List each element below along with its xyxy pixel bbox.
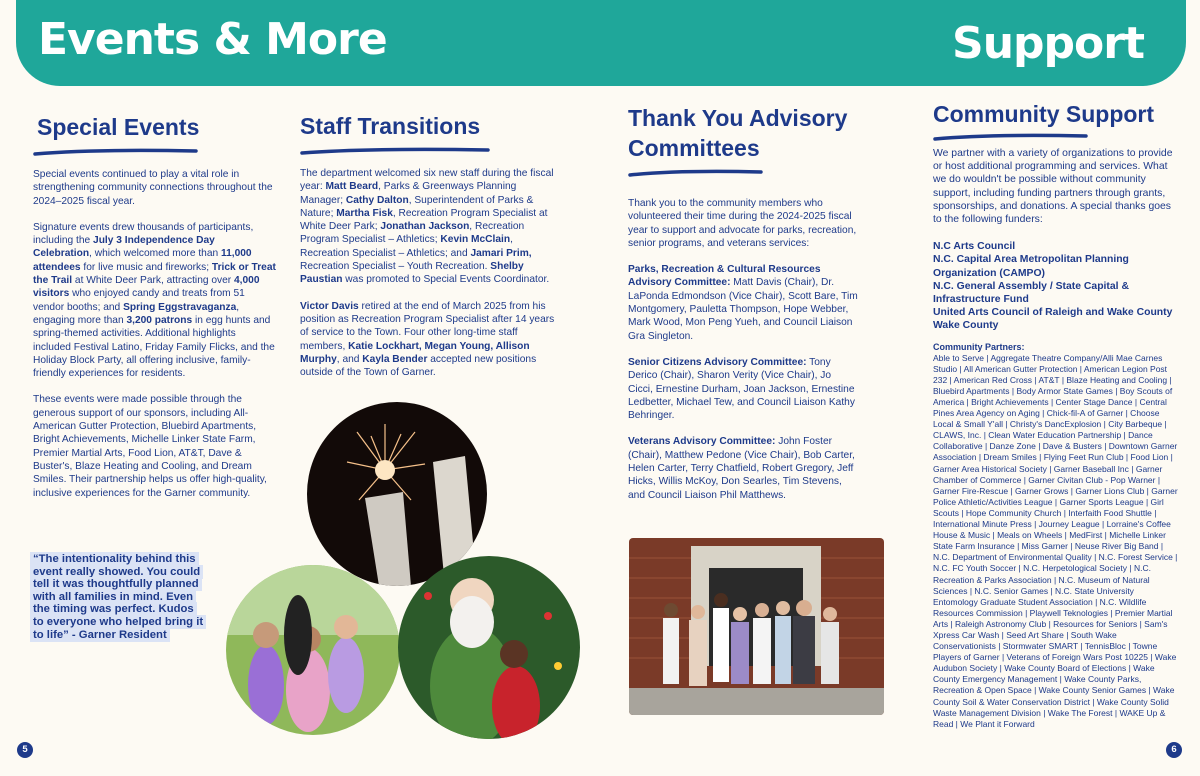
heading-underline-stroke xyxy=(33,148,198,156)
advisory-heading: Thank You Advisory Committees xyxy=(628,105,848,161)
bold-text-run: Katie Lockhart, Megan Young, Allison Murphy xyxy=(300,340,530,365)
veterans-committee xyxy=(628,435,858,501)
text-run: for live music and fireworks; xyxy=(80,261,212,273)
funder-item: N.C. Capital Area Metropolitan Planning Organization (CAMPO) xyxy=(933,254,1129,279)
bold-text-run: Matt Beard xyxy=(325,181,379,193)
events-title: Events & More xyxy=(38,14,387,65)
community-intro: We partner with a variety of organizations to provide or host additional programming and services. What we do wouldn't be possible without community support, including funding partners through grants, sponsorships, and donations. A special thanks goes to the following funders: xyxy=(933,148,1173,226)
special-events-intro: Special events continued to play a vital role in strengthening community connections throughout the 2024–2025 fiscal year. xyxy=(33,169,273,207)
text-run: , Superintendent of Parks & Nature; xyxy=(300,194,534,219)
bold-text-run: Jamari Prim, xyxy=(470,247,532,259)
special-events-sponsors: These events were made possible through the generous support of our sponsors, including All-American Gutter Protection, Bluebird Apartments, Bright Achievements, Michelle Linker State Farm, Premier Martial Arts, Food Lion, AT&T, Dave & Buster's, Blaze Heating and Cooling, and Dream Smiles. Their partnership helps us offer high-quality, inclusive experiences for the Garner community. xyxy=(33,394,267,499)
special-events-heading: Special Events xyxy=(37,114,200,140)
advisory-committees-column xyxy=(628,103,858,515)
bold-text-run: Trick or Treat the Trail xyxy=(33,261,276,287)
costume-kids-photo xyxy=(226,565,400,735)
text-run: The department welcomed six new staff during the fiscal year: xyxy=(300,168,554,193)
bold-text-run: Spring Eggstravaganza xyxy=(123,301,237,313)
bold-text-run: Senior Citizens Advisory Committee: xyxy=(628,356,807,368)
text-run: accepted new positions outside of the Town of Garner. xyxy=(300,353,537,379)
bold-text-run: Martha Fisk xyxy=(336,207,393,219)
staff-transitions-column xyxy=(300,111,558,392)
staff-departures xyxy=(300,300,558,380)
funders-list xyxy=(933,240,1180,332)
text-run: Recreation Specialist – Youth Recreation. xyxy=(300,261,491,273)
page-number-left: 5 xyxy=(17,742,33,758)
advisory-intro: Thank you to the community members who volunteered their time during the 2024-2025 fiscal year to support and advocate for parks, recreation, senior programs, and veterans services: xyxy=(628,198,857,249)
text-run: , Recreation Specialist – Athletics; and xyxy=(300,234,513,259)
page-number-right: 6 xyxy=(1166,742,1182,758)
heading-underline-stroke xyxy=(300,147,490,155)
bold-text-run: 11,000 attendees xyxy=(33,248,252,273)
funder-item: Wake County xyxy=(933,320,999,332)
special-events-column xyxy=(33,112,276,513)
community-support-column xyxy=(933,99,1180,730)
fireworks-photo xyxy=(307,402,487,586)
resident-quote-text: “The intentionality behind this event really showed. You could tell it was thoughtfully planned with all families in mind. Even the timing was perfect. Kudos to everyone who helped bring it to life” - Garner Resident xyxy=(30,552,206,642)
heading-underline-stroke xyxy=(628,169,763,177)
text-run: , engaging more than xyxy=(33,301,240,326)
text-run: , Recreation Program Specialist at White Deer Park; xyxy=(300,207,548,233)
bold-text-run: Veterans Advisory Committee: xyxy=(628,436,776,448)
text-run: Signature events drew thousands of participants, including the xyxy=(33,221,254,247)
staff-transitions-heading: Staff Transitions xyxy=(300,113,481,139)
text-run: John Foster (Chair), Matthew Pedone (Vice Chair), Bob Carter, Helen Carter, Terry Chatfield, Robert Gregory, Jeff Hicks, Willis McKoy, Don Searles, Tim Stevens, and Council Liaison Phil Matthews. xyxy=(628,436,855,501)
bold-text-run: 3,200 patrons xyxy=(126,314,193,326)
text-run: retired at the end of March 2025 from his position as Recreation Program Specialist after 14 years of service to the Town. Four other long-time staff members, xyxy=(300,300,555,352)
staff-new-hires xyxy=(300,167,558,287)
partners-list: Able to Serve | Aggregate Theatre Company/Alli Mae Carnes Studio | All American Gutter Protection | American Legion Post 232 | American Red Cross | AT&T | Blaze Heating and Cooling | Bluebird Apartments | Body Armor State Games | Boy Scouts of America | Bright Achievements | Center Stage Dance | Central Pines Area Agency on Aging | Chick-fil-A of Garner | Choose Local & Small Y'all | Christy's DancExplosion | City Barbeque | CLAWS, Inc. | Clean Water Education Partnership | Dance Collaborative | Danze Zone | Dave & Busters | Downtown Garner Association | Dream Smiles | Flying Feet Run Club | Food Lion | Garner Area Historical Society | Garner Baseball Inc | Garner Chamber of Commerce | Garner Civitan Club - Pop Warner | Garner Fire-Rescue | Garner Grows | Garner Lions Club | Garner Police Athletic/Activities League | Garner Sports League | Girl Scouts | Hope Community Church | Interfaith Food Shuttle | International Minute Press | Journey League | Lorraine's Coffee House & Music | Meals on Wheels | MedFirst | Michelle Linker State Farm Insurance | Miss Garner | Neuse River Big Band | N.C. Department of Environmental Quality | N.C. Forest Service | N.C. FC Youth Soccer | N.C. Herpetological Society | N.C. Recreation & Parks Association | N.C. Museum of Natural Sciences | N.C. Senior Games | N.C. State University Entomology Graduate Student Association | N.C. Wildlife Resources Commission | Playwell Teknologies | Premier Martial Arts | Raleigh Astronomy Club | Resources for Seniors | Sam's Xpress Car Wash | Seed Art Share | South Wake Conservationists | Stormwater SMART | TennisBloc | Towne Players of Garner | Veterans of Foreign Wars Post 10225 | Wake Audubon Society | Wake County Board of Elections | Wake County Emergency Management | Wake County Parks, Recreation & Open Space | Wake County Senior Games | Wake County Soil & Water Conservation District | Wake County Solid Waste Management Division | Wake The Forest | WAKE Up & Read | We Plant it Forward xyxy=(933,352,1178,729)
bold-text-run: July 3 Independence Day Celebration xyxy=(33,235,215,260)
text-run: at White Deer Park, attracting over xyxy=(72,275,235,287)
bold-text-run: Victor Davis xyxy=(300,300,359,312)
resident-quote xyxy=(30,553,205,641)
funder-item: N.C. General Assembly / State Capital & Infrastructure Fund xyxy=(933,280,1129,306)
bold-text-run: Kevin McClain xyxy=(440,234,511,246)
committee-group-photo xyxy=(629,538,884,715)
bold-text-run: Shelby Paustian xyxy=(300,261,524,286)
special-events-highlights xyxy=(33,221,276,381)
partners-label: Community Partners: xyxy=(933,341,1025,352)
text-run: , Recreation Program Specialist – Athletics; xyxy=(300,221,525,246)
text-run: Tony Derico (Chair), Sharon Verity (Vice Chair), Jo Cicci, Ernestine Durham, Joan Jackson, Ernestine Ledbetter, Michael Tew, and Council Liaison Kathy Behringer. xyxy=(628,356,855,422)
text-run: , Parks & Greenways Planning Manager; xyxy=(300,181,517,206)
text-run: , and xyxy=(336,353,363,365)
heading-underline-stroke xyxy=(933,133,1088,141)
bold-text-run: Parks, Recreation & Cultural Resources Advisory Committee: xyxy=(628,264,821,289)
text-run: in egg hunts and spring-themed activities. Additional highlights included Festival Latino, Friday Family Flicks, and the Holiday Block Party, all offering inclusive, family-friendly experiences for residents. xyxy=(33,314,275,380)
bold-text-run: Cathy Dalton xyxy=(345,194,409,206)
santa-photo xyxy=(398,556,580,739)
bold-text-run: Jonathan Jackson xyxy=(380,221,470,233)
funder-item: United Arts Council of Raleigh and Wake County xyxy=(933,307,1173,319)
text-run: , which welcomed more than xyxy=(89,248,221,260)
seniors-committee xyxy=(628,356,858,422)
support-title: Support xyxy=(952,18,1144,69)
bold-text-run: Kayla Bender xyxy=(362,353,428,365)
parks-committee xyxy=(628,263,858,343)
text-run: Matt Davis (Chair), Dr. LaPonda Edmondson (Vice Chair), Scott Bare, Tim Montgomery, Pauletta Thompson, Hope Webber, Mark Wood, Mon Peng Yueh, and Council Liaison Gra Singleton. xyxy=(628,277,858,342)
community-heading: Community Support xyxy=(933,101,1155,127)
funder-item: N.C Arts Council xyxy=(933,241,1016,253)
text-run: was promoted to Special Events Coordinator. xyxy=(342,274,550,286)
bold-text-run: 4,000 visitors xyxy=(33,275,260,300)
text-run: who enjoyed candy and treats from 51 vendor booths; and xyxy=(33,288,245,313)
